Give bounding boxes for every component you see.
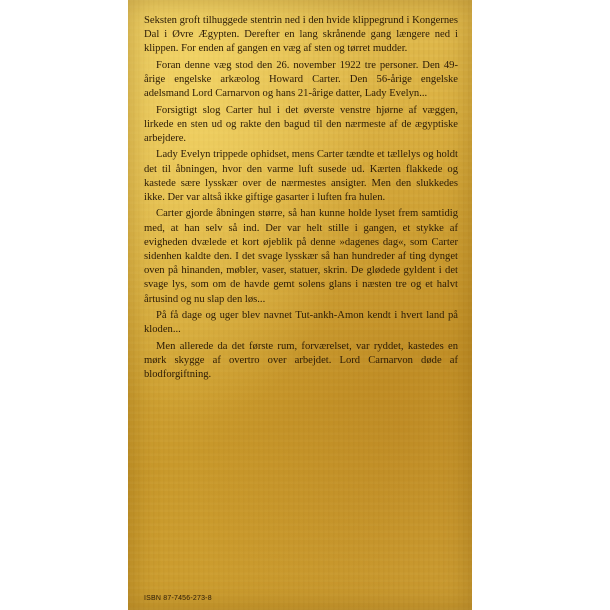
blurb-paragraph-7: Men allerede da det første rum, forværelset, var ryddet, kastedes en mørk skygge af overtro over arbejdet. Lord Carnarvon døde af blodforgiftning. — [144, 340, 458, 380]
blurb-paragraph-4: Lady Evelyn trippede ophidset, mens Carter tændte et tællelys og holdt det til åbningen, hvor den varme luft susede ud. Kærten flakkede og kastede sære lysskær over de nærmestes ansigter. Men den slukkedes ikke. Der var altså ikke giftige gasarter i luften fra hulen. — [144, 149, 458, 203]
blurb-text — [144, 14, 458, 384]
blurb-paragraph-3: Forsigtigt slog Carter hul i det øverste venstre hjørne af væggen, lirkede en sten ud og rakte den bagud til den nærmeste af de ægyptiske arbejdere. — [144, 104, 458, 144]
isbn-label: ISBN 87-7456-273-8 — [144, 595, 212, 602]
blurb-paragraph-2: Foran denne væg stod den 26. november 1922 tre personer. Den 49-årige engelske arkæolog Howard Carter. Den 56-årige engelske adelsmand Lord Carnarvon og hans 21-årige datter, Lady Evelyn... — [144, 59, 458, 100]
blurb-paragraph-1: Seksten groft tilhuggede stentrin ned i den hvide klippegrund i Kongernes Dal i Øvre Ægypten. Derefter en lang skrånende gang længere ned i klippen. For enden af gangen en væg af sten og tørret mudder. — [144, 15, 458, 55]
blurb-paragraph-6: På få dage og uger blev navnet Tut-ankh-Amon kendt i hvert land på kloden... — [144, 310, 458, 336]
book-back-cover — [128, 0, 472, 610]
blurb-paragraph-5: Carter gjorde åbningen større, så han kunne holde lyset frem samtidig med, at han selv så ind. Der var helt stille i gangen, et stykke af evigheden dvælede et kort øjeblik på denne »dagenes dag«, som Carter sidenhen kaldte den. I det svage lysskær så han hundreder af ting dynget oven på hinanden, møbler, vaser, statuer, skrin. De glødede gyldent i det svage lys, som om de havde gemt solens glans i næsten tre og et halvt årtusind og nu slap den løs... — [144, 208, 458, 305]
